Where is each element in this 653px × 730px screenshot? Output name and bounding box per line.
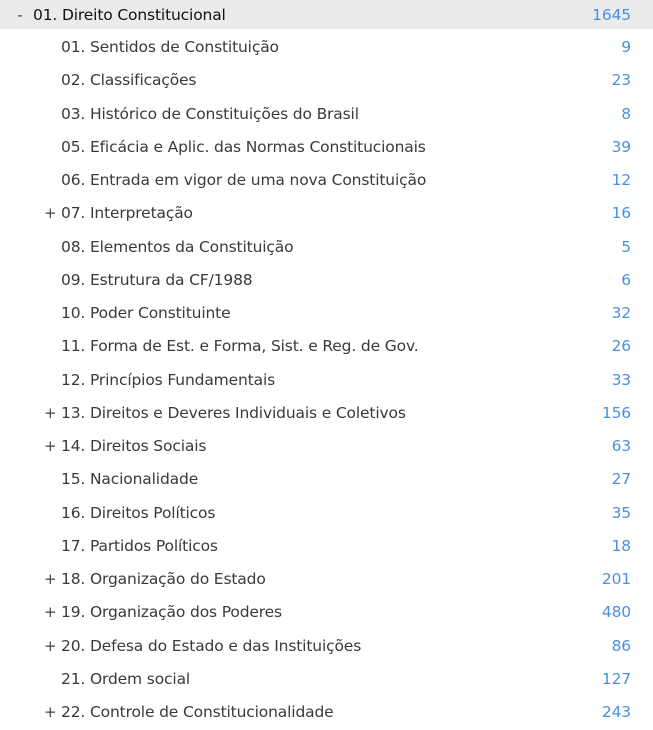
tree-row-label[interactable]: 20. Defesa do Estado e das Instituições bbox=[61, 636, 362, 655]
question-count: 26 bbox=[611, 337, 631, 356]
tree-row-label[interactable]: 17. Partidos Políticos bbox=[61, 536, 218, 555]
question-count: 156 bbox=[601, 403, 631, 422]
tree-row-label[interactable]: 18. Organização do Estado bbox=[61, 570, 266, 589]
tree-row-label[interactable]: 07. Interpretação bbox=[61, 204, 193, 223]
tree-row-label[interactable]: 19. Organização dos Poderes bbox=[61, 603, 282, 622]
tree-row-defesa-estado[interactable] bbox=[0, 629, 653, 662]
tree-row-controle-constitucionalidade[interactable] bbox=[0, 696, 653, 729]
expand-toggle[interactable]: + bbox=[44, 204, 57, 223]
tree-row-forma-de-estado[interactable] bbox=[0, 330, 653, 363]
tree-row-interpretacao[interactable] bbox=[0, 197, 653, 230]
question-count: 33 bbox=[611, 370, 631, 389]
expand-toggle[interactable]: + bbox=[44, 703, 57, 722]
question-count: 480 bbox=[601, 603, 631, 622]
tree-row-classificacoes[interactable] bbox=[0, 64, 653, 97]
tree-row-label[interactable]: 01. Direito Constitucional bbox=[33, 5, 226, 24]
tree-row-label[interactable]: 06. Entrada em vigor de uma nova Constituição bbox=[61, 171, 427, 190]
tree-row-label[interactable]: 05. Eficácia e Aplic. das Normas Constitucionais bbox=[61, 137, 426, 156]
tree-row-direitos-deveres[interactable] bbox=[0, 396, 653, 429]
tree-row-label[interactable]: 08. Elementos da Constituição bbox=[61, 237, 294, 256]
tree-row-direitos-politicos[interactable] bbox=[0, 496, 653, 529]
question-count: 32 bbox=[611, 304, 631, 323]
question-count: 127 bbox=[601, 669, 631, 688]
question-count: 18 bbox=[611, 536, 631, 555]
tree-row-partidos-politicos[interactable] bbox=[0, 529, 653, 562]
question-count: 27 bbox=[611, 470, 631, 489]
question-count: 6 bbox=[621, 270, 631, 289]
tree-row-label[interactable]: 16. Direitos Políticos bbox=[61, 503, 216, 522]
question-count: 243 bbox=[601, 703, 631, 722]
tree-row-label[interactable]: 11. Forma de Est. e Forma, Sist. e Reg. de Gov. bbox=[61, 337, 419, 356]
tree-row-label[interactable]: 09. Estrutura da CF/1988 bbox=[61, 270, 253, 289]
tree-row-entrada-em-vigor[interactable] bbox=[0, 164, 653, 197]
tree-row-label[interactable]: 21. Ordem social bbox=[61, 669, 191, 688]
tree-row-poder-constituinte[interactable] bbox=[0, 297, 653, 330]
tree-row-label[interactable]: 03. Histórico de Constituições do Brasil bbox=[61, 104, 359, 123]
tree-row-label[interactable]: 22. Controle de Constitucionalidade bbox=[61, 703, 334, 722]
question-count: 16 bbox=[611, 204, 631, 223]
tree-row-organizacao-poderes[interactable] bbox=[0, 596, 653, 629]
tree-row-principios[interactable] bbox=[0, 363, 653, 396]
question-count: 23 bbox=[611, 71, 631, 90]
tree-row-direito-constitucional[interactable] bbox=[0, 0, 653, 29]
expand-toggle[interactable]: + bbox=[44, 570, 57, 589]
collapse-toggle[interactable]: - bbox=[17, 5, 23, 24]
tree-row-elementos[interactable] bbox=[0, 230, 653, 263]
expand-toggle[interactable]: + bbox=[44, 603, 57, 622]
question-count: 35 bbox=[611, 503, 631, 522]
question-count: 201 bbox=[601, 570, 631, 589]
question-count: 86 bbox=[611, 636, 631, 655]
tree-row-label[interactable]: 14. Direitos Sociais bbox=[61, 437, 207, 456]
tree-row-label[interactable]: 02. Classificações bbox=[61, 71, 197, 90]
expand-toggle[interactable]: + bbox=[44, 403, 57, 422]
tree-row-historico[interactable] bbox=[0, 97, 653, 130]
tree-row-label[interactable]: 01. Sentidos de Constituição bbox=[61, 38, 279, 57]
question-count: 63 bbox=[611, 437, 631, 456]
expand-toggle[interactable]: + bbox=[44, 437, 57, 456]
question-count: 39 bbox=[611, 137, 631, 156]
tree-row-label[interactable]: 15. Nacionalidade bbox=[61, 470, 199, 489]
tree-row-label[interactable]: 12. Princípios Fundamentais bbox=[61, 370, 276, 389]
tree-row-label[interactable]: 13. Direitos e Deveres Individuais e Coletivos bbox=[61, 403, 406, 422]
question-count: 8 bbox=[621, 104, 631, 123]
tree-row-nacionalidade[interactable] bbox=[0, 463, 653, 496]
tree-row-label[interactable]: 10. Poder Constituinte bbox=[61, 304, 231, 323]
tree-row-direitos-sociais[interactable] bbox=[0, 430, 653, 463]
question-count: 12 bbox=[611, 171, 631, 190]
question-count: 9 bbox=[621, 38, 631, 57]
tree-row-ordem-social[interactable] bbox=[0, 662, 653, 695]
expand-toggle[interactable]: + bbox=[44, 636, 57, 655]
tree-row-sentidos[interactable] bbox=[0, 31, 653, 64]
tree-row-eficacia[interactable] bbox=[0, 130, 653, 163]
question-count: 5 bbox=[621, 237, 631, 256]
tree-row-organizacao-estado[interactable] bbox=[0, 563, 653, 596]
tree-row-estrutura[interactable] bbox=[0, 263, 653, 296]
question-count: 1645 bbox=[592, 5, 631, 24]
